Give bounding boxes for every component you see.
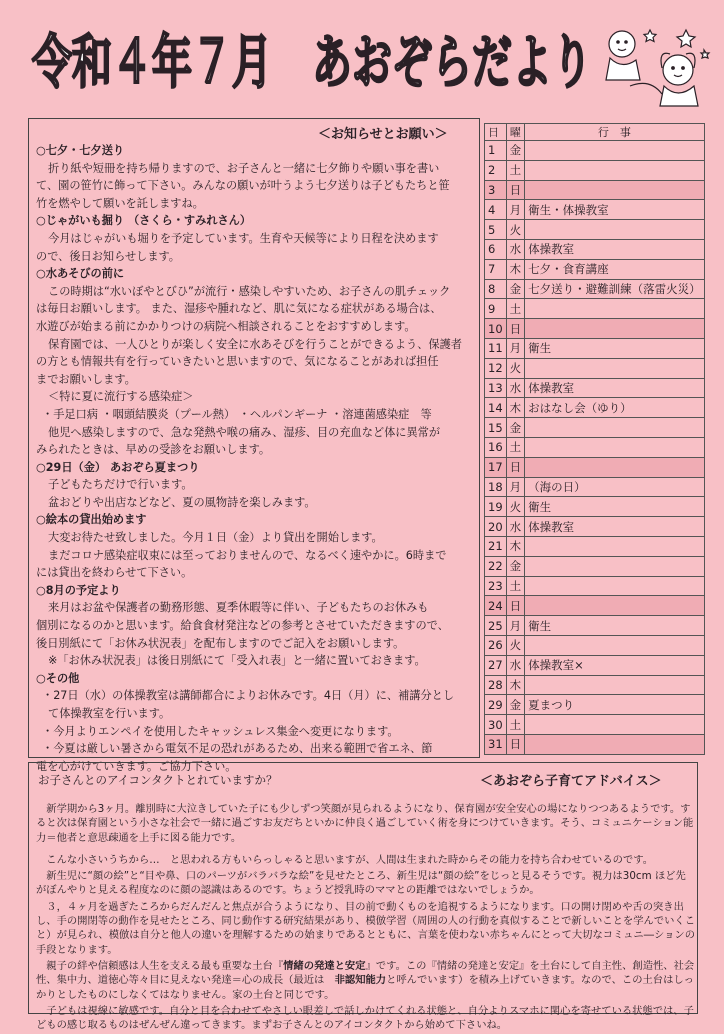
calendar-weekday: 土 (506, 437, 525, 457)
calendar-event (525, 299, 705, 319)
calendar-day: 8 (485, 279, 507, 299)
other-text: ・今月よりエンペイを使用したキャッシュレス集金へ変更になります。 (42, 724, 399, 738)
calendar-row (485, 457, 705, 477)
calendar-event: 夏まつり (525, 695, 705, 715)
calendar-row (485, 319, 705, 339)
notice-title: ＜お知らせとお願い＞ (318, 127, 448, 142)
calendar-weekday: 水 (506, 378, 525, 398)
calendar-event (525, 457, 705, 477)
calendar-weekday: 金 (506, 418, 525, 438)
calendar-weekday: 火 (506, 497, 525, 517)
notice-content (36, 142, 476, 775)
calendar-event (525, 596, 705, 616)
calendar-weekday: 木 (506, 259, 525, 279)
calendar-day: 23 (485, 576, 507, 596)
calendar-event: （海の日） (525, 477, 705, 497)
calendar-row (485, 279, 705, 299)
calendar-weekday: 日 (506, 596, 525, 616)
potato-heading: ○じゃがいも掘り （さくら・すみれさん） (36, 214, 252, 228)
advice-paragraph: 子どもは視線に敏感です。自分と目を合わせてやさしい眼差しで話しかけてくれる状態と、自分よりスマホに関心を寄せている状態では、子どもの感じ取るものはぜんぜん違ってきます。まずお子さんとのアイコンタクトから始めて下さいね。 (36, 1004, 694, 1032)
calendar-day: 30 (485, 715, 507, 735)
calendar-day: 15 (485, 418, 507, 438)
calendar-row (485, 675, 705, 695)
calendar-day: 11 (485, 338, 507, 358)
calendar-weekday: 金 (506, 556, 525, 576)
other-text: ・27日（水）の体操教室は講師都合によりお休みです。4日（月）に、補講分とし (42, 689, 455, 703)
calendar-weekday: 月 (506, 616, 525, 636)
other-text: 電を心がけていきます。ご協力下さい。 (36, 759, 237, 773)
calendar-header-row (485, 124, 705, 141)
other-text: ・今夏は厳しい暑さから電気不足の恐れがあるため、出来る範囲で省エネ、節 (42, 742, 433, 756)
calendar-weekday: 土 (506, 160, 525, 180)
festival-text: 盆おどりや出店などなど、夏の風物詩を楽しみます。 (48, 495, 316, 509)
calendar-day: 20 (485, 517, 507, 537)
calendar-weekday: 土 (506, 299, 525, 319)
calendar-day: 26 (485, 635, 507, 655)
water-text: までお願いします。 (36, 372, 136, 386)
advice-text: 親子の絆や信頼感は人生を支える最も重要な土台『 (46, 959, 284, 972)
calendar-day: 22 (485, 556, 507, 576)
calendar-event: 衛生 (525, 338, 705, 358)
other-heading: ○その他 (36, 671, 80, 685)
calendar-row (485, 734, 705, 754)
calendar-event (525, 556, 705, 576)
calendar-row (485, 635, 705, 655)
calendar-weekday: 水 (506, 517, 525, 537)
advice-emphasis: 非認知能力 (334, 974, 387, 987)
advice-title: ＜あおぞら子育てアドバイス＞ (480, 774, 662, 789)
infection-subheading: ＜特に夏に流行する感染症＞ (48, 390, 194, 404)
advice-emphasis: 情緒の発達と安定 (283, 959, 366, 972)
water-text: みられたときは、早めの受診をお願いします。 (36, 443, 271, 457)
calendar-event (525, 675, 705, 695)
calendar-day: 3 (485, 180, 507, 200)
calendar-day: 24 (485, 596, 507, 616)
advice-text: 』です。この『情緒の発達と安定』を土台にして自主性、創造性、社会性、集中力、道徳心等々目に見えない発達＝心の成長（最近は (36, 959, 695, 987)
calendar-event: 体操教室 (525, 517, 705, 537)
book-text: には貸出を終わらせて下さい。 (36, 566, 193, 580)
calendar-event: おはなし会（ゆり） (525, 398, 705, 418)
calendar-weekday: 木 (506, 536, 525, 556)
advice-question: お子さんとのアイコンタクトとれていますか？ (38, 773, 278, 787)
august-text: 後日別紙にて「お休み状況表」を配布しますのでご記入をお願いします。 (36, 636, 405, 650)
calendar-day: 31 (485, 734, 507, 754)
advice-text: と呼んでいます）を積み上げていきます。なので、この土台はしっかりとしたものにしなくてはなりません。家の土台と同じです。 (36, 974, 694, 1001)
calendar-weekday: 水 (506, 239, 525, 259)
advice-paragraph (36, 959, 696, 1002)
advice-paragraph: ３，４ヶ月を過ぎたころからだんだんと焦点が合うようになり、目の前で動くものを追視するようになります。口の開け閉めや舌の突き出し、手の開閉等の動作を見せたところ、同じ動作する研究結果があり、模倣学習（周囲の人の行動を真似することで新しいことを学んでいくこと）が見られ、模倣は自分と他人の違いを理解するための始まりであるとともに、言葉を使わない赤ちゃんにとって大切なコミュニ―ションの手段となります。 (36, 900, 695, 956)
calendar-row (485, 497, 705, 517)
header-day: 日 (485, 124, 507, 141)
calendar-weekday: 日 (506, 180, 525, 200)
calendar-event (525, 319, 705, 339)
advice-content (36, 802, 696, 1034)
august-text: 来月はお盆や保護者の勤務形態、夏季休暇等に伴い、子どもたちのお休みも (48, 601, 429, 615)
calendar-row (485, 596, 705, 616)
calendar-row (485, 200, 705, 220)
advice-paragraph: 新学期から3ヶ月。離別時に大泣きしていた子にも少しずつ笑顔が見られるようになり、保育園が安全安心の場になりつつあるようです。すると次は保育園という小さな社会で一緒に過ごすお友だちといかに仲良く過ごしていく術を身につけていきます。そう、コミュニケーション能力＝他者と意思疎通を上手に図る能力です。 (36, 803, 694, 844)
calendar-weekday: 日 (506, 319, 525, 339)
calendar-row (485, 358, 705, 378)
calendar-weekday: 月 (506, 200, 525, 220)
tanabata-heading: ○七夕・七夕送り (36, 144, 125, 157)
calendar-weekday: 木 (506, 675, 525, 695)
calendar-event (525, 576, 705, 596)
title-text: 令和４年７月 あおぞらだより (32, 28, 592, 96)
calendar-day: 14 (485, 398, 507, 418)
calendar-weekday: 木 (506, 398, 525, 418)
calendar-event (525, 437, 705, 457)
calendar-event: 体操教室× (525, 655, 705, 675)
advice-paragraph: こんな小さいうちから… と思われる方もいらっしゃると思いますが、人間は生まれた時からその能力を持ち合わせているのです。 (46, 853, 653, 866)
calendar-day: 28 (485, 675, 507, 695)
calendar-row (485, 556, 705, 576)
festival-text: 子どもたちだけで行います。 (48, 478, 193, 492)
water-text: 保育園では、一人ひとりが楽しく安全に水あそびを行うことができるよう、保護者 (48, 337, 462, 351)
tanabata-text: 折り紙や短冊を持ち帰りますので、お子さんと一緒に七夕飾りや願い事を書い (48, 161, 440, 175)
calendar-day: 17 (485, 457, 507, 477)
calendar-event (525, 160, 705, 180)
calendar-row (485, 220, 705, 240)
festival-heading: ○29日（金） あおぞら夏まつり (36, 460, 200, 474)
august-text: 個別になるのかと思います。給食食材発注などの参考とさせていただきますので、 (36, 619, 449, 633)
calendar-day: 7 (485, 259, 507, 279)
calendar-row (485, 715, 705, 735)
calendar-day: 10 (485, 319, 507, 339)
calendar-event: 七夕・食育講座 (525, 259, 705, 279)
calendar-weekday: 日 (506, 457, 525, 477)
calendar-row (485, 378, 705, 398)
august-heading: ○8月の予定より (36, 583, 121, 597)
calendar-weekday: 火 (506, 635, 525, 655)
calendar-event: 七夕送り・避難訓練（落雷火災） (525, 279, 705, 299)
august-note: ※「お休み状況表」は後日別紙にて「受入れ表」と一緒に置いておきます。 (48, 654, 426, 668)
calendar-weekday: 土 (506, 715, 525, 735)
calendar-event (525, 536, 705, 556)
tanabata-illustration (600, 20, 715, 110)
water-text: 水遊びが始まる前にかかりつけの病院へ相談されることをおすすめします。 (36, 319, 416, 333)
potato-text: ので、後日お知らせします。 (36, 249, 180, 263)
calendar-day: 21 (485, 536, 507, 556)
infection-list: ・手足口病 ・咽頭結膜炎（プール熱） ・ヘルパンギーナ ・溶連菌感染症 等 (42, 407, 432, 421)
header-event: 行 事 (525, 124, 705, 141)
calendar-event (525, 715, 705, 735)
calendar-weekday: 火 (506, 220, 525, 240)
calendar-day: 13 (485, 378, 507, 398)
calendar-day: 5 (485, 220, 507, 240)
calendar-weekday: 月 (506, 477, 525, 497)
calendar-row (485, 437, 705, 457)
calendar-day: 9 (485, 299, 507, 319)
calendar-event: 体操教室 (525, 239, 705, 259)
tanabata-text: 竹を燃やして願いを託しますね。 (36, 196, 204, 210)
calendar-event (525, 220, 705, 240)
header-weekday: 曜 (506, 124, 525, 141)
calendar-day: 27 (485, 655, 507, 675)
water-text: の方とも情報共有を行っていきたいと思いますので、気になることがあれば担任 (36, 355, 439, 369)
potato-text: 今月はじゃがいも堀りを予定しています。生育や天候等により日程を決めます (48, 231, 439, 245)
calendar-weekday: 日 (506, 734, 525, 754)
advice-paragraph: 新生児に“顔の絵”と“目や鼻、口のパーツがバラバラな絵”を見せたところ、新生児は“顔の絵”をじっと見るそうです。視力は30cm ほど先がぼんやりと見える程度なのに顔の認識はあるのです。ちょうど授乳時のママとの距離ではないでしょうか。 (36, 870, 686, 897)
calendar-event (525, 358, 705, 378)
calendar-weekday: 金 (506, 141, 525, 161)
calendar-day: 4 (485, 200, 507, 220)
calendar-row (485, 616, 705, 636)
calendar-weekday: 火 (506, 358, 525, 378)
calendar-row (485, 398, 705, 418)
calendar-row (485, 239, 705, 259)
calendar-weekday: 金 (506, 279, 525, 299)
calendar-day: 1 (485, 141, 507, 161)
calendar-weekday: 水 (506, 655, 525, 675)
calendar-row (485, 695, 705, 715)
calendar-event: 衛生 (525, 616, 705, 636)
other-text: て体操教室を行います。 (48, 707, 171, 720)
book-text: 大変お待たせ致しました。今月１日（金）より貸出を開始します。 (48, 531, 383, 545)
calendar-row (485, 299, 705, 319)
calendar-event (525, 141, 705, 161)
water-text: は毎日お願いします。 また、湿疹や腫れなど、肌に気になる症状がある場合は、 (36, 302, 442, 316)
calendar-day: 19 (485, 497, 507, 517)
tanabata-text: て、園の笹竹に飾って下さい。みんなの願いが叶うよう七夕送りは子どもたちと笹 (36, 179, 450, 193)
calendar-day: 2 (485, 160, 507, 180)
calendar-weekday: 金 (506, 695, 525, 715)
water-text: この時期は“水いぼやとびひ”が流行・感染しやすいため、お子さんの肌チェック (48, 284, 451, 298)
calendar-weekday: 土 (506, 576, 525, 596)
water-text: 他児へ感染しますので、急な発熱や喉の痛み、湿疹、目の充血など体に異常が (48, 425, 441, 439)
calendar-day: 6 (485, 239, 507, 259)
calendar-row (485, 655, 705, 675)
calendar-row (485, 536, 705, 556)
book-text: まだコロナ感染症収束には至っておりませんので、なるべく速やかに。6時まで (48, 548, 447, 562)
calendar-row (485, 517, 705, 537)
calendar-row (485, 141, 705, 161)
calendar-row (485, 160, 705, 180)
newsletter-title (28, 22, 598, 96)
water-heading: ○水あそびの前に (36, 267, 125, 281)
calendar-weekday: 月 (506, 338, 525, 358)
calendar-day: 29 (485, 695, 507, 715)
calendar-row (485, 180, 705, 200)
calendar-row (485, 477, 705, 497)
calendar-day: 12 (485, 358, 507, 378)
calendar-event: 体操教室 (525, 378, 705, 398)
calendar-event (525, 418, 705, 438)
calendar-day: 18 (485, 477, 507, 497)
calendar-day: 25 (485, 616, 507, 636)
calendar-day: 16 (485, 437, 507, 457)
event-calendar (484, 123, 705, 755)
calendar-event: 衛生 (525, 497, 705, 517)
calendar-row (485, 576, 705, 596)
calendar-row (485, 338, 705, 358)
calendar-event (525, 180, 705, 200)
calendar-row (485, 259, 705, 279)
book-heading: ○絵本の貸出始めます (36, 513, 147, 527)
calendar-event: 衛生・体操教室 (525, 200, 705, 220)
calendar-row (485, 418, 705, 438)
calendar-event (525, 635, 705, 655)
calendar-event (525, 734, 705, 754)
